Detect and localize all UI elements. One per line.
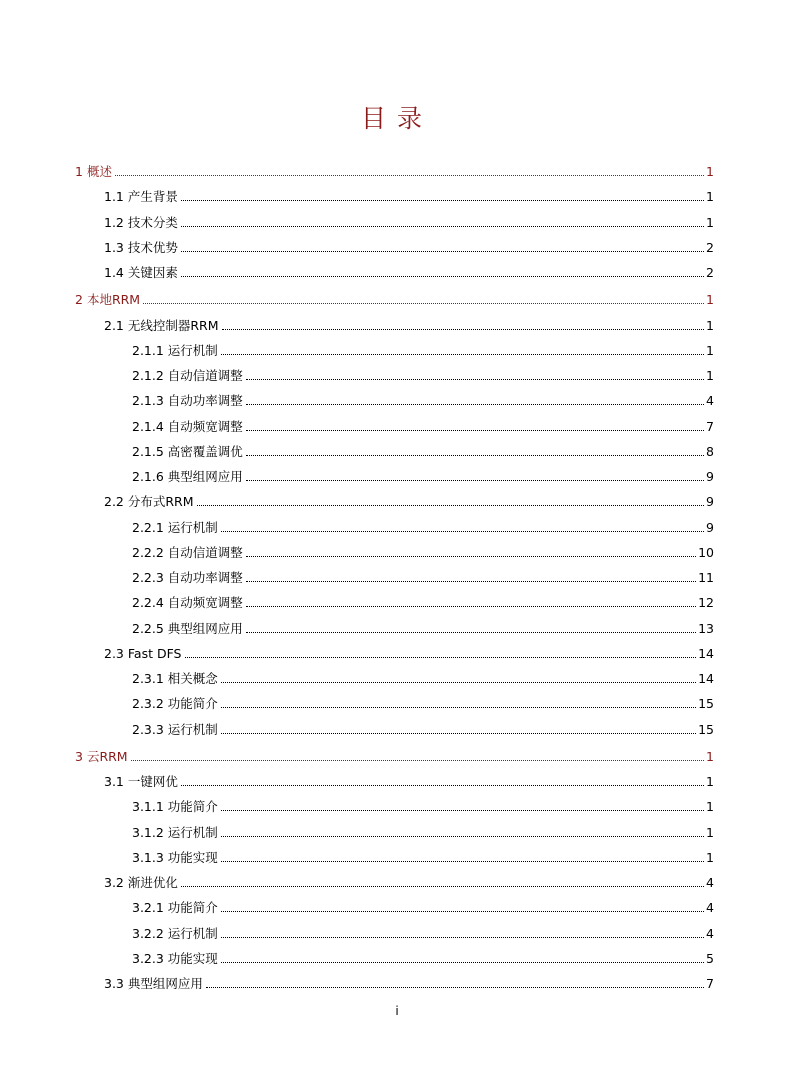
toc-entry-number: 2.1 xyxy=(104,318,124,333)
toc-dot-leader xyxy=(246,480,704,481)
toc-entry-number: 2.2.3 xyxy=(132,570,164,585)
toc-dot-leader xyxy=(221,911,704,912)
toc-entry-label xyxy=(75,164,113,180)
toc-entry-number: 2.1.4 xyxy=(132,419,164,434)
toc-entry[interactable] xyxy=(132,389,714,409)
toc-entry-label xyxy=(132,900,219,916)
toc-entry-number: 2.2.1 xyxy=(132,520,164,535)
toc-entry-number: 2.1.5 xyxy=(132,444,164,459)
toc-dot-leader xyxy=(246,379,704,380)
toc-entry-page: 4 xyxy=(706,875,714,890)
toc-dot-leader xyxy=(185,657,697,658)
toc-entry-text: 相关概念 xyxy=(167,671,218,686)
toc-entry-number: 2.1.6 xyxy=(132,469,164,484)
toc-entry-page: 13 xyxy=(698,621,714,636)
toc-entry[interactable] xyxy=(132,617,714,637)
toc-entry[interactable] xyxy=(75,288,714,308)
toc-entry-label xyxy=(132,343,219,359)
toc-entry-page: 1 xyxy=(706,292,714,307)
toc-entry-text: 功能简介 xyxy=(167,696,218,711)
toc-entry-text: 云RRM xyxy=(86,749,128,764)
toc-entry-page: 12 xyxy=(698,595,714,610)
toc-entry-number: 3.2.2 xyxy=(132,926,164,941)
toc-entry-page: 11 xyxy=(698,570,714,585)
toc-entry-text: 概述 xyxy=(86,164,112,179)
toc-dot-leader xyxy=(181,200,704,201)
toc-entry[interactable] xyxy=(132,465,714,485)
toc-dot-leader xyxy=(181,785,704,786)
toc-dot-leader xyxy=(181,226,704,227)
toc-entry-text: 本地RRM xyxy=(86,292,141,307)
toc-entry-label xyxy=(104,318,220,334)
toc-entry-page: 15 xyxy=(698,722,714,737)
toc-entry-label xyxy=(132,926,219,942)
toc-entry-number: 3.1.3 xyxy=(132,850,164,865)
toc-dot-leader xyxy=(143,303,704,304)
toc-entry-label xyxy=(132,570,244,586)
toc-entry-text: 运行机制 xyxy=(167,825,218,840)
toc-entry-label xyxy=(132,951,219,967)
toc-entry[interactable] xyxy=(104,236,714,256)
toc-entry-text: 技术分类 xyxy=(127,215,178,230)
toc-entry[interactable] xyxy=(104,261,714,281)
toc-entry-label xyxy=(104,875,179,891)
toc-entry-page: 1 xyxy=(706,164,714,179)
toc-entry[interactable] xyxy=(132,541,714,561)
toc-entry-text: 自动信道调整 xyxy=(167,545,243,560)
toc-dot-leader xyxy=(221,937,704,938)
toc-entry-label xyxy=(132,722,219,738)
toc-entry-text: 一键网优 xyxy=(127,774,178,789)
toc-entry-text: 关键因素 xyxy=(127,265,178,280)
toc-entry-page: 2 xyxy=(706,265,714,280)
toc-entry-number: 3.3 xyxy=(104,976,124,991)
toc-entry-page: 8 xyxy=(706,444,714,459)
toc-entry-page: 5 xyxy=(706,951,714,966)
toc-entry-number: 2.3.2 xyxy=(132,696,164,711)
toc-entry[interactable] xyxy=(75,160,714,180)
toc-entry-number: 3.2.1 xyxy=(132,900,164,915)
toc-entry[interactable] xyxy=(132,415,714,435)
toc-entry-number: 3.1.2 xyxy=(132,825,164,840)
toc-entry-label xyxy=(132,469,244,485)
toc-entry-label xyxy=(132,545,244,561)
toc-entry-text: 自动功率调整 xyxy=(167,570,243,585)
toc-entry-page: 14 xyxy=(698,646,714,661)
toc-entry[interactable] xyxy=(132,667,714,687)
toc-entry-page: 10 xyxy=(698,545,714,560)
toc-entry-page: 4 xyxy=(706,900,714,915)
toc-entry-page: 1 xyxy=(706,749,714,764)
toc-entry[interactable] xyxy=(132,718,714,738)
toc-entry-page: 1 xyxy=(706,368,714,383)
toc-entry-text: 自动频宽调整 xyxy=(167,595,243,610)
toc-entry-number: 2.2.4 xyxy=(132,595,164,610)
toc-entry-text: 自动频宽调整 xyxy=(167,419,243,434)
toc-dot-leader xyxy=(221,836,704,837)
toc-entry[interactable] xyxy=(104,185,714,205)
toc-entry-label xyxy=(132,799,219,815)
toc-entry[interactable] xyxy=(132,339,714,359)
toc-entry-label xyxy=(132,419,244,435)
toc-entry-label xyxy=(104,494,195,510)
toc-entry[interactable] xyxy=(104,770,714,790)
toc-entry[interactable] xyxy=(132,692,714,712)
toc-entry[interactable] xyxy=(75,745,714,765)
toc-entry-number: 3.1 xyxy=(104,774,124,789)
toc-entry-label xyxy=(75,749,129,765)
toc-entry-text: 功能简介 xyxy=(167,900,218,915)
toc-entry-number: 1.1 xyxy=(104,189,124,204)
toc-dot-leader xyxy=(181,886,704,887)
toc-entry-label xyxy=(132,825,219,841)
toc-dot-leader xyxy=(221,733,696,734)
toc-entry-text: 功能简介 xyxy=(167,799,218,814)
toc-entry-label xyxy=(104,774,179,790)
toc-dot-leader xyxy=(246,455,704,456)
toc-dot-leader xyxy=(197,505,705,506)
toc-entry-number: 3.2.3 xyxy=(132,951,164,966)
toc-entry-page: 7 xyxy=(706,976,714,991)
toc-entry-page: 1 xyxy=(706,799,714,814)
toc-entry-page: 1 xyxy=(706,215,714,230)
toc-entry-number: 2.1.3 xyxy=(132,393,164,408)
toc-entry-text: 分布式RRM xyxy=(127,494,194,509)
toc-entry[interactable] xyxy=(104,642,714,662)
toc-dot-leader xyxy=(206,987,704,988)
toc-entry-page: 1 xyxy=(706,774,714,789)
toc-entry-text: 运行机制 xyxy=(167,722,218,737)
toc-entry-page: 4 xyxy=(706,926,714,941)
toc-entry-text: 技术优势 xyxy=(127,240,178,255)
toc-entry-text: 运行机制 xyxy=(167,520,218,535)
toc-entry-label xyxy=(132,520,219,536)
toc-entry-label xyxy=(132,621,244,637)
toc-entry-label xyxy=(132,368,244,384)
toc-entry-label xyxy=(75,292,141,308)
toc-dot-leader xyxy=(246,556,696,557)
toc-entry[interactable] xyxy=(132,846,714,866)
toc-dot-leader xyxy=(246,632,696,633)
toc-dot-leader xyxy=(221,962,704,963)
toc-entry-number: 2 xyxy=(75,292,83,307)
toc-entry-text: 渐进优化 xyxy=(127,875,178,890)
toc-entry-page: 9 xyxy=(706,469,714,484)
toc-entry[interactable] xyxy=(132,516,714,536)
toc-entry-number: 2.2.2 xyxy=(132,545,164,560)
toc-dot-leader xyxy=(246,404,704,405)
toc-entry[interactable] xyxy=(132,364,714,384)
toc-entry-text: 高密覆盖调优 xyxy=(167,444,243,459)
toc-entry[interactable] xyxy=(132,440,714,460)
toc-entry-label xyxy=(132,393,244,409)
toc-dot-leader xyxy=(181,251,704,252)
toc-entry-page: 2 xyxy=(706,240,714,255)
toc-entry[interactable] xyxy=(132,947,714,967)
toc-entry-text: 自动功率调整 xyxy=(167,393,243,408)
toc-dot-leader xyxy=(222,329,705,330)
toc-dot-leader xyxy=(246,606,696,607)
toc-dot-leader xyxy=(221,861,704,862)
toc-entry-number: 1.2 xyxy=(104,215,124,230)
toc-entry-number: 1.4 xyxy=(104,265,124,280)
toc-entry-number: 3.1.1 xyxy=(132,799,164,814)
toc-dot-leader xyxy=(221,531,704,532)
toc-entry-number: 2.2.5 xyxy=(132,621,164,636)
toc-title: 目录 xyxy=(360,104,433,133)
toc-entry-page: 9 xyxy=(706,494,714,509)
toc-dot-leader xyxy=(221,707,696,708)
toc-entry[interactable] xyxy=(104,871,714,891)
toc-entry-text: 无线控制器RRM xyxy=(127,318,219,333)
toc-dot-leader xyxy=(115,175,704,176)
toc-entry-text: 运行机制 xyxy=(167,926,218,941)
toc-entry[interactable] xyxy=(132,922,714,942)
toc-entry[interactable] xyxy=(132,591,714,611)
toc-dot-leader xyxy=(181,276,704,277)
toc-dot-leader xyxy=(221,682,696,683)
toc-entry-number: 3.2 xyxy=(104,875,124,890)
toc-entry-label xyxy=(132,696,219,712)
toc-dot-leader xyxy=(246,581,696,582)
toc-entry-text: Fast DFS xyxy=(127,646,182,661)
toc-entry[interactable] xyxy=(132,896,714,916)
toc-entry-page: 1 xyxy=(706,850,714,865)
toc-entry[interactable] xyxy=(132,795,714,815)
toc-entry-number: 3 xyxy=(75,749,83,764)
toc-entry-label xyxy=(132,671,219,687)
toc-entry-label xyxy=(132,850,219,866)
toc-entry[interactable] xyxy=(104,490,714,510)
toc-entry-label xyxy=(104,240,179,256)
toc-entry-page: 15 xyxy=(698,696,714,711)
toc-entry[interactable] xyxy=(132,566,714,586)
toc-entry-number: 2.3.1 xyxy=(132,671,164,686)
toc-entry-page: 1 xyxy=(706,189,714,204)
toc-entry-page: 4 xyxy=(706,393,714,408)
toc-entry-label xyxy=(104,189,179,205)
toc-entry-text: 运行机制 xyxy=(167,343,218,358)
toc-dot-leader xyxy=(221,354,704,355)
toc-entry-text: 典型组网应用 xyxy=(167,621,243,636)
toc-entry-label xyxy=(104,265,179,281)
toc-entry-text: 典型组网应用 xyxy=(167,469,243,484)
toc-entry-page: 1 xyxy=(706,343,714,358)
toc-dot-leader xyxy=(131,760,704,761)
toc-entry-label xyxy=(104,646,183,662)
toc-entry-text: 自动信道调整 xyxy=(167,368,243,383)
toc-entry-page: 7 xyxy=(706,419,714,434)
toc-entry-label xyxy=(132,444,244,460)
toc-entry-text: 功能实现 xyxy=(167,951,218,966)
toc-entry-number: 2.1.1 xyxy=(132,343,164,358)
toc-entry-number: 2.2 xyxy=(104,494,124,509)
toc-entry-page: 14 xyxy=(698,671,714,686)
toc-entry-page: 1 xyxy=(706,825,714,840)
toc-entry-number: 1.3 xyxy=(104,240,124,255)
toc-entry[interactable] xyxy=(104,972,714,992)
toc-entry-page: 9 xyxy=(706,520,714,535)
toc-entry-text: 产生背景 xyxy=(127,189,178,204)
toc-entry-page: 1 xyxy=(706,318,714,333)
toc-entry-text: 典型组网应用 xyxy=(127,976,203,991)
toc-entry-text: 功能实现 xyxy=(167,850,218,865)
toc-entry-number: 2.3 xyxy=(104,646,124,661)
toc-dot-leader xyxy=(221,810,704,811)
toc-entry-number: 2.3.3 xyxy=(132,722,164,737)
toc-entry-number: 1 xyxy=(75,164,83,179)
toc-dot-leader xyxy=(246,430,704,431)
toc-entry[interactable] xyxy=(104,211,714,231)
toc-entry[interactable] xyxy=(132,821,714,841)
toc-entry-number: 2.1.2 xyxy=(132,368,164,383)
page-number: i xyxy=(395,1004,399,1018)
toc-entry[interactable] xyxy=(104,314,714,334)
toc-entry-label xyxy=(104,215,179,231)
toc-entry-label xyxy=(132,595,244,611)
toc-entry-label xyxy=(104,976,204,992)
